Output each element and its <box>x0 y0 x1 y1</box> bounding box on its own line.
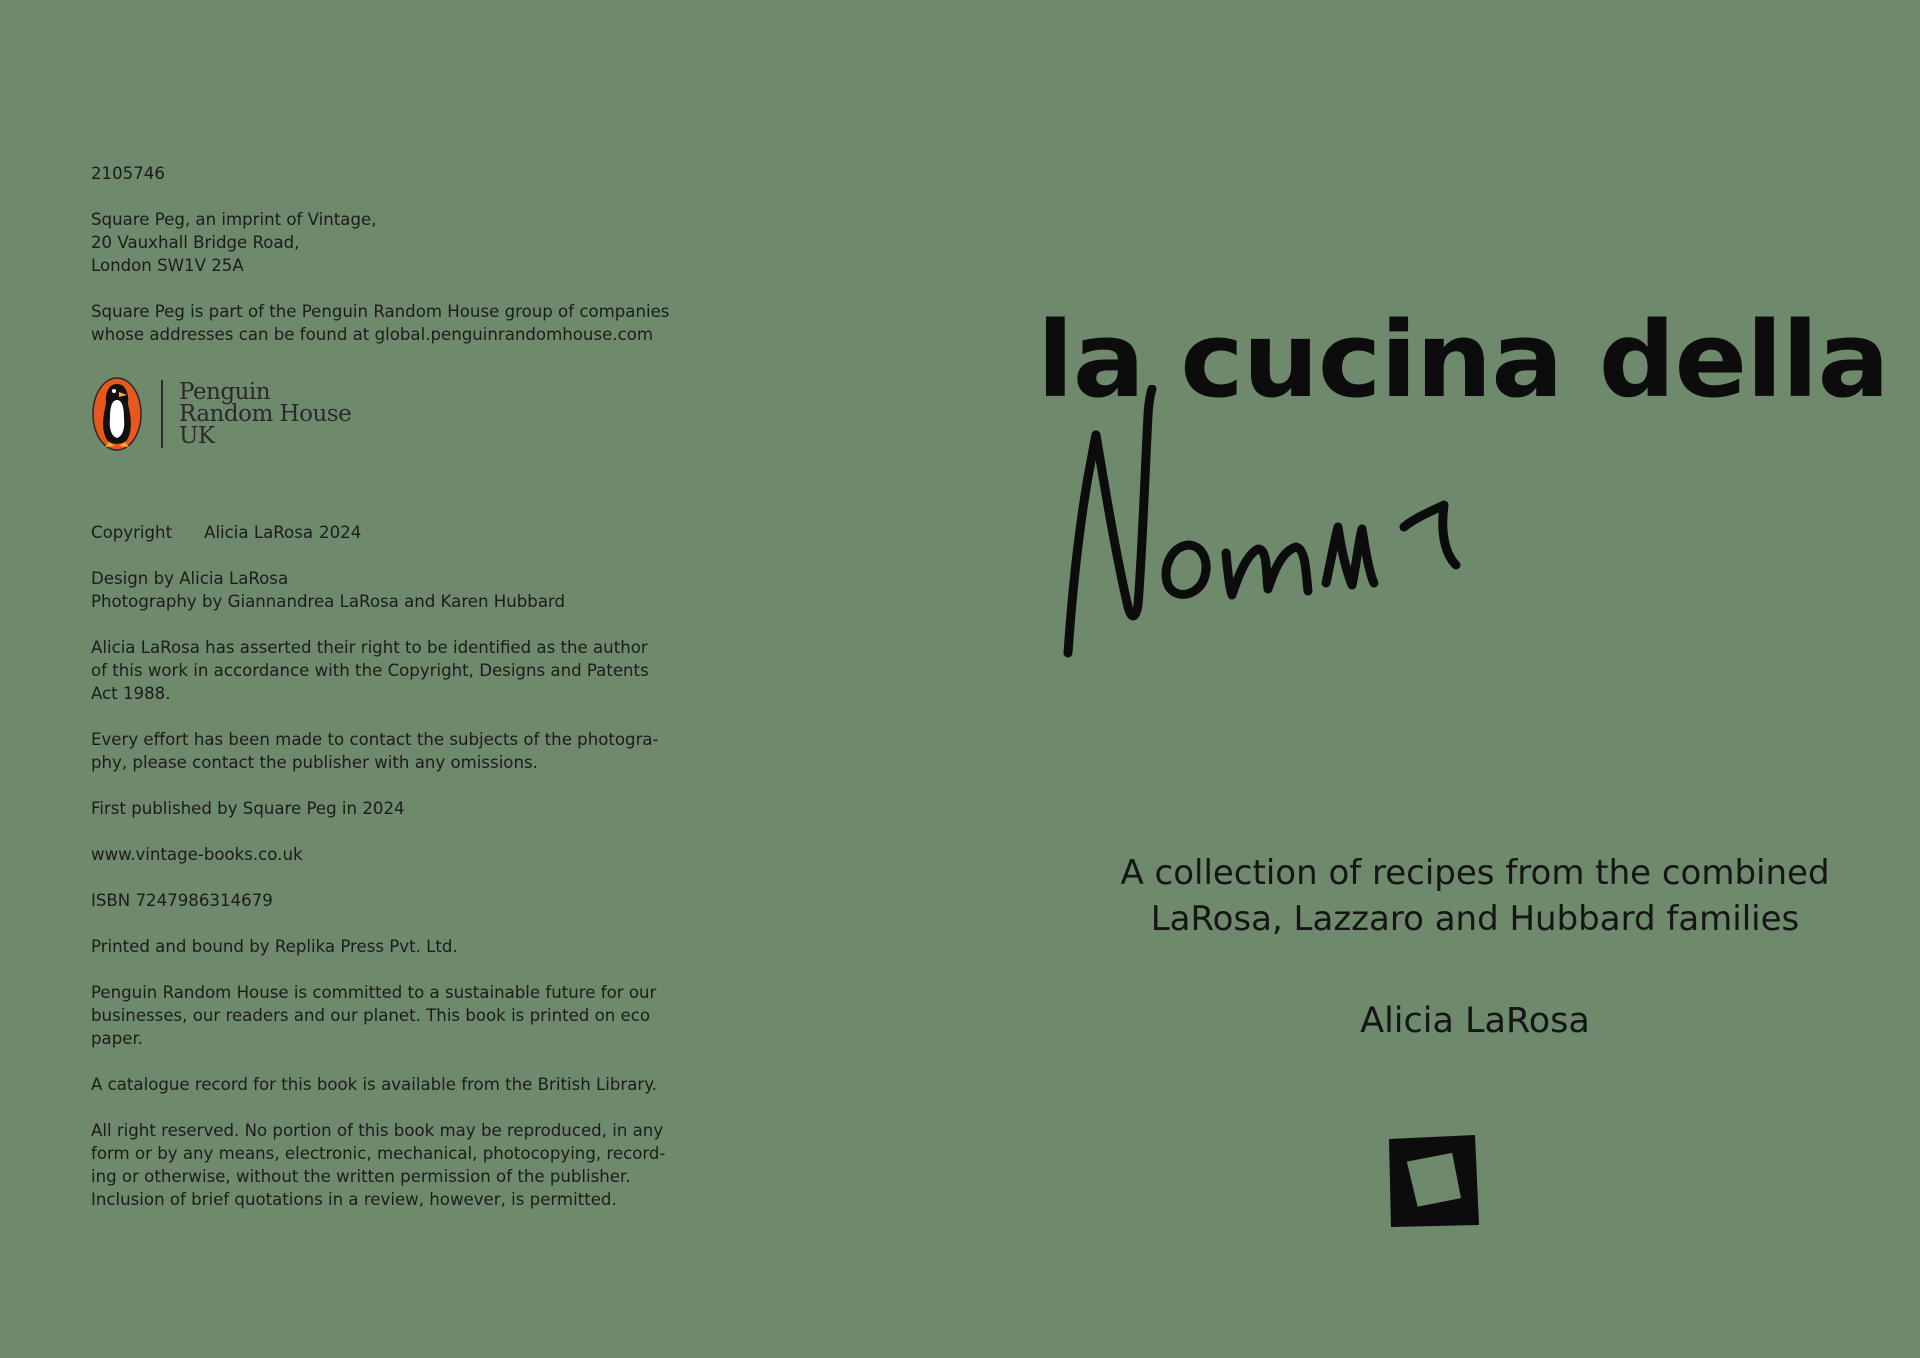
printer-note: Printed and bound by Replika Press Pvt. Ltd. <box>91 937 458 956</box>
title-page <box>960 0 1920 1358</box>
copyright-line <box>91 498 671 544</box>
photography-effort-note: Every effort has been made to contact the subjects of the photogra- phy, please contact the publisher with any omissions. <box>91 730 659 772</box>
group-note: Square Peg is part of the Penguin Random House group of companies whose addresses can be found at global.penguinrandomhouse.com <box>91 302 670 344</box>
book-subtitle <box>960 850 1920 942</box>
publisher-website: www.vintage-books.co.uk <box>91 845 303 864</box>
penguin-random-house-logo <box>91 374 671 454</box>
first-published-note: First published by Square Peg in 2024 <box>91 799 405 818</box>
copyright-year: 2024 <box>319 523 362 542</box>
imprint-code: 2105746 <box>91 164 165 183</box>
author-name: Alicia LaRosa <box>1360 1001 1590 1041</box>
logo-divider <box>161 380 163 448</box>
logo-line-penguin: Penguin <box>179 379 271 405</box>
penguin-icon <box>91 376 143 452</box>
copyright-holder: Alicia LaRosa <box>204 523 314 542</box>
isbn-number: ISBN 7247986314679 <box>91 891 273 910</box>
logo-line-random-house: Random House <box>179 401 352 427</box>
rights-reserved-note: All right reserved. No portion of this book may be reproduced, in any form or by any means, electronic, mechanical, photocopying, record- ing or otherwise, without the written permission of the publisher. Inclusion of brief quotations in a review, however, is permitted. <box>91 1121 666 1209</box>
square-peg-icon <box>1385 1133 1481 1229</box>
catalogue-note: A catalogue record for this book is available from the British Library. <box>91 1075 657 1094</box>
design-photo-credits: Design by Alicia LaRosa Photography by Giannandrea LaRosa and Karen Hubbard <box>91 569 566 611</box>
publisher-address: Square Peg, an imprint of Vintage, 20 Vauxhall Bridge Road, London SW1V 25A <box>91 210 377 275</box>
subtitle-line-1: A collection of recipes from the combined <box>1120 853 1830 893</box>
subtitle-line-2: LaRosa, Lazzaro and Hubbard families <box>1150 899 1800 939</box>
logo-wordmark <box>179 381 351 447</box>
logo-line-uk: UK <box>179 423 215 449</box>
author-rights-assertion: Alicia LaRosa has asserted their right to be identified as the author of this work in accordance with the Copyright, Designs and Patents Act 1988. <box>91 638 649 703</box>
book-title-line1: la cucina della <box>1037 299 1889 421</box>
copyright-label: Copyright <box>91 523 173 542</box>
sustainability-note: Penguin Random House is committed to a sustainable future for our businesses, our readers and our planet. This book is printed on eco paper. <box>91 983 657 1048</box>
book-title-handwritten <box>1052 385 1472 665</box>
imprint-text-block <box>91 162 671 1234</box>
